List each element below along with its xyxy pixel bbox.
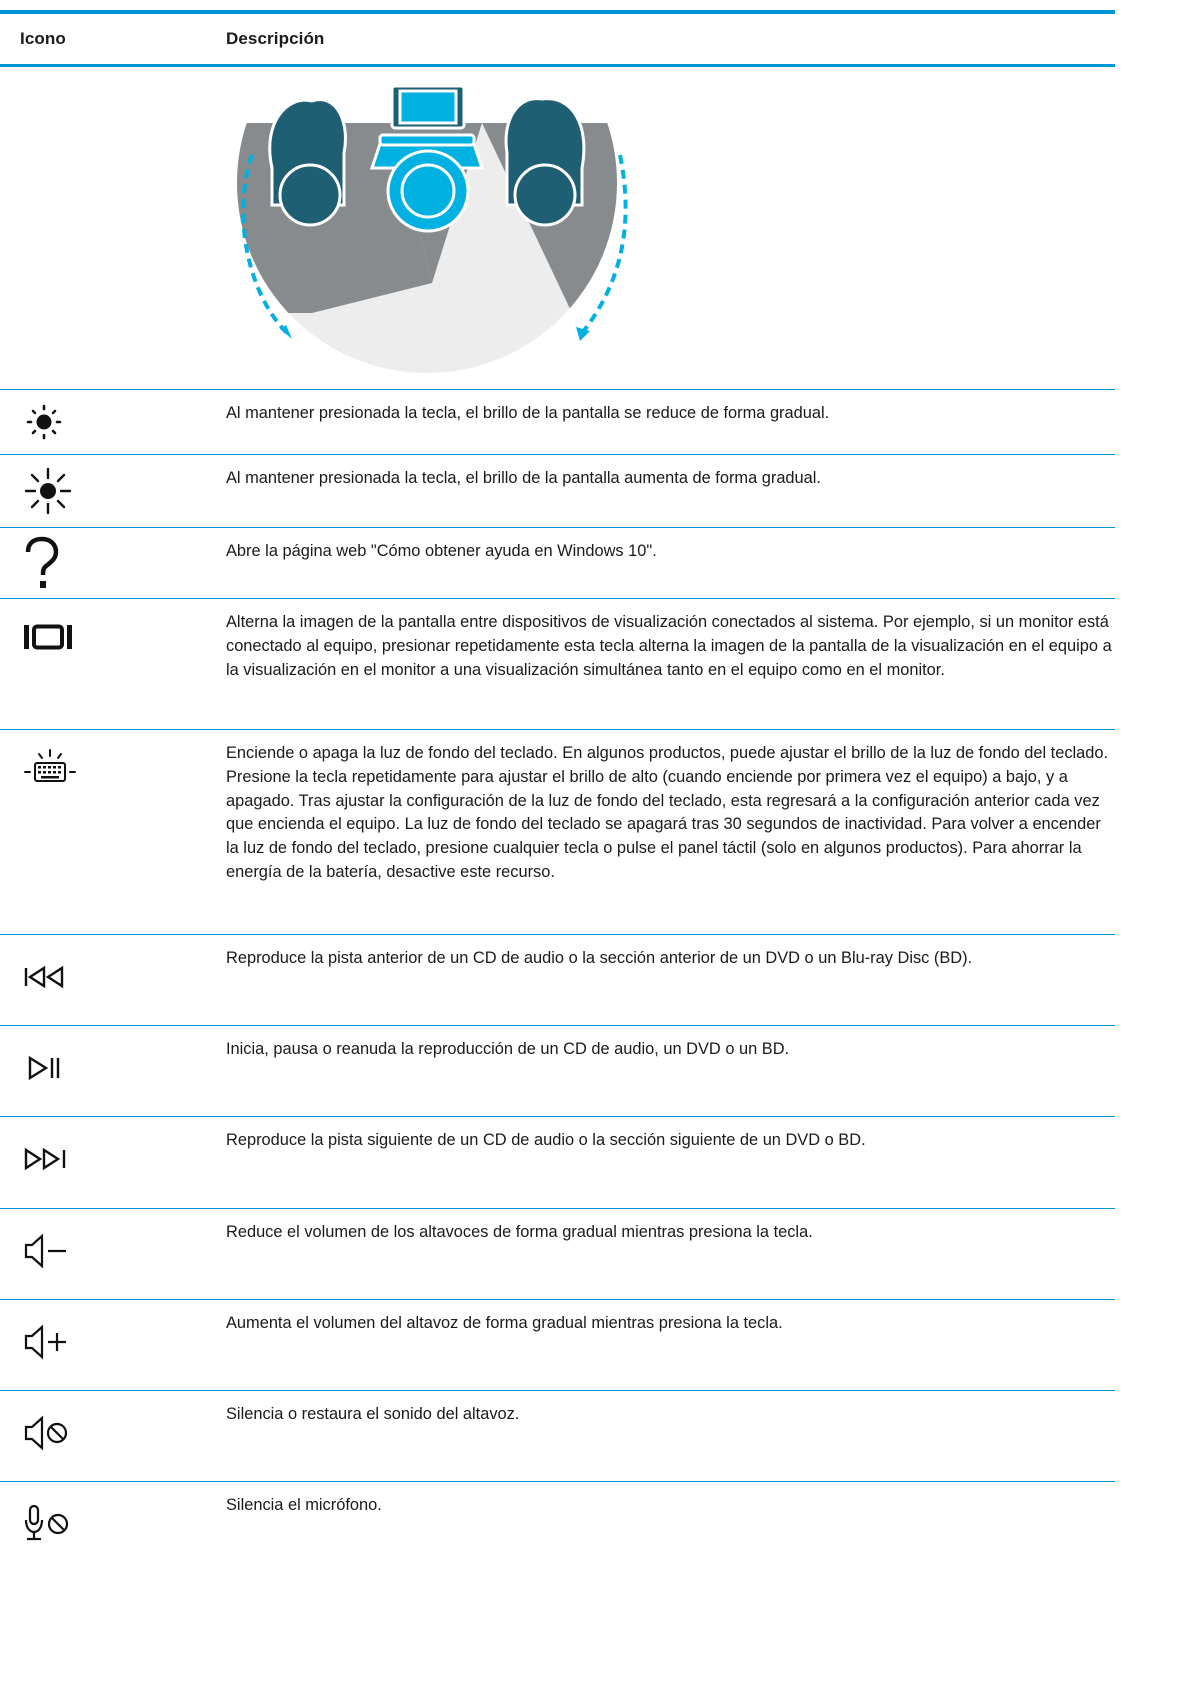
volume-down-icon	[22, 1221, 172, 1281]
row-description: Silencia o restaura el sonido del altavoz.	[226, 1405, 520, 1423]
table-row-illustration	[0, 67, 1115, 390]
row-description: Reproduce la pista siguiente de un CD de audio o la sección siguiente de un DVD o BD.	[226, 1131, 866, 1149]
row-description: Alterna la imagen de la pantalla entre dispositivos de visualización conectados al sistema. Por ejemplo, si un monitor está conectado al equipo, presionar repetidamente esta tecla alterna la imagen de la pantalla de la visualización en el equipo a la visualización en el monitor a una visualización simultánea tanto en el equipo como en el monitor.	[226, 613, 1112, 679]
keyboard-illustration-icon	[232, 83, 642, 384]
table-row	[0, 455, 1115, 528]
table-row	[0, 730, 1115, 935]
switch-display-icon	[22, 607, 172, 667]
table-row	[0, 528, 1115, 599]
table-row	[0, 599, 1115, 730]
mute-speaker-icon	[22, 1403, 172, 1463]
row-description: Al mantener presionada la tecla, el brillo de la pantalla se reduce de forma gradual.	[226, 404, 830, 422]
table-row	[0, 1300, 1115, 1391]
row-description: Al mantener presionada la tecla, el brillo de la pantalla aumenta de forma gradual.	[226, 469, 821, 487]
table-header	[0, 14, 1115, 67]
volume-up-icon	[22, 1312, 172, 1372]
table-row	[0, 1391, 1115, 1482]
row-description: Aumenta el volumen del altavoz de forma gradual mientras presiona la tecla.	[226, 1314, 783, 1332]
header-icon-column: Icono	[20, 29, 66, 48]
key-table	[0, 14, 1115, 1567]
row-description: Abre la página web "Cómo obtener ayuda en Windows 10".	[226, 542, 657, 560]
next-track-icon	[22, 1129, 172, 1189]
table-row	[0, 935, 1115, 1026]
previous-track-icon	[22, 947, 172, 1007]
play-pause-icon	[22, 1038, 172, 1098]
table-row	[0, 390, 1115, 455]
keyboard-backlight-icon	[22, 738, 172, 798]
mute-microphone-icon	[22, 1494, 172, 1554]
table-row	[0, 1482, 1115, 1567]
row-description: Enciende o apaga la luz de fondo del teclado. En algunos productos, puede ajustar el brillo de la luz de fondo del teclado. Presione la tecla repetidamente para ajustar el brillo de alto (cuando enciende por primera vez el equipo) a bajo, y a apagado. Tras ajustar la configuración de la luz de fondo del teclado, esta regresará a la configuración anterior cada vez que encienda el equipo. La luz de fondo del teclado se apagará tras 30 segundos de inactividad. Para volver a encender la luz de fondo del teclado, presione cualquier tecla o pulse el panel táctil (solo en algunos productos). Para ahorrar la energía de la batería, desactive este recurso.	[226, 744, 1109, 881]
header-description-column: Descripción	[226, 29, 325, 48]
table-row	[0, 1117, 1115, 1209]
brightness-up-icon	[22, 461, 172, 521]
row-description: Silencia el micrófono.	[226, 1496, 382, 1514]
row-description: Inicia, pausa o reanuda la reproducción de un CD de audio, un DVD o un BD.	[226, 1040, 790, 1058]
brightness-down-icon	[22, 392, 172, 452]
row-description: Reproduce la pista anterior de un CD de audio o la sección anterior de un DVD o un Blu-ray Disc (BD).	[226, 949, 973, 967]
table-row	[0, 1026, 1115, 1117]
help-icon	[22, 534, 172, 594]
row-description: Reduce el volumen de los altavoces de forma gradual mientras presiona la tecla.	[226, 1223, 813, 1241]
table-row	[0, 1209, 1115, 1300]
